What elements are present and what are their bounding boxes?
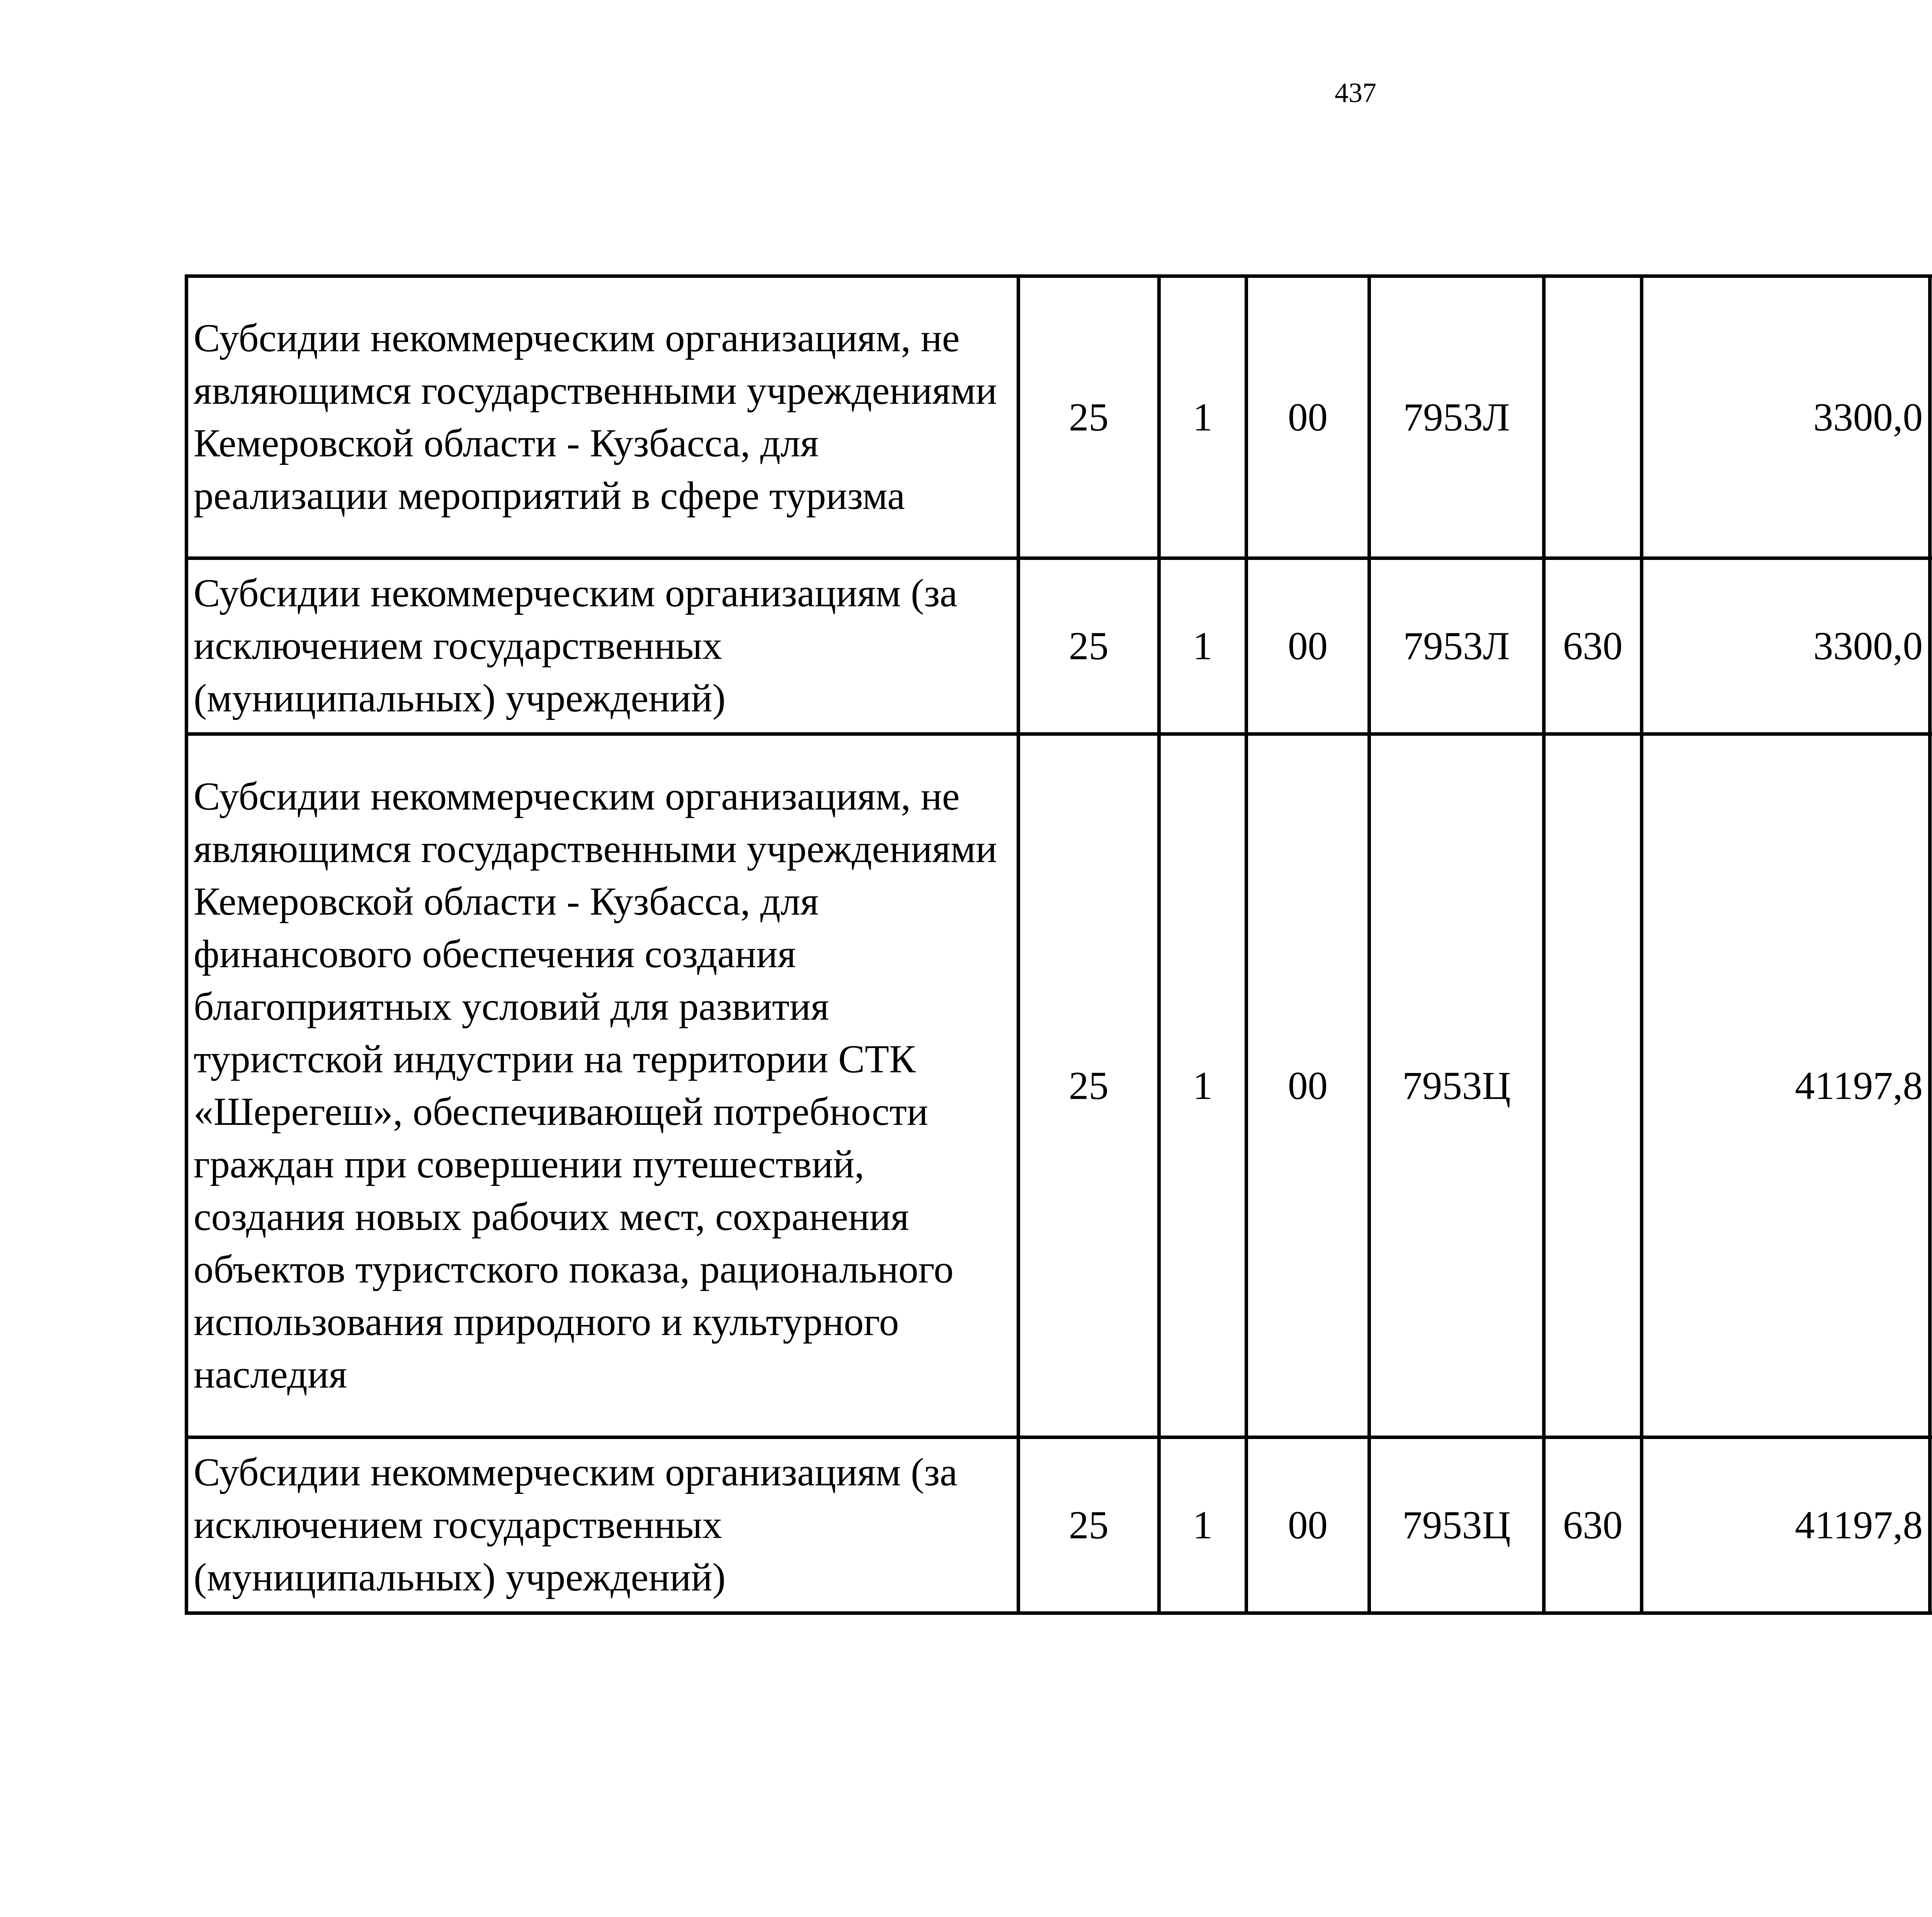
row-name: Субсидии некоммерческим организациям, не являющимся государственными учреждениями Кемеровской области - Кузбасса, для финансового обеспечения создания благоприятных условий для развития туристской индустрии на территории СТК «Шерегеш», обеспечивающей потребности граждан при совершении путешествий, создания новых рабочих мест, сохранения объектов туристского показа, рационального использования природного и культурного наследия	[187, 734, 1019, 1437]
target-article-code: 7953Л	[1369, 276, 1544, 558]
table-row	[187, 1437, 1932, 1613]
row-name: Субсидии некоммерческим организациям, не являющимся государственными учреждениями Кемеровской области - Кузбасса, для реализации мероприятий в сфере туризма	[187, 276, 1019, 558]
subprogram-code: 00	[1247, 276, 1369, 558]
amount-year-2	[1930, 734, 1932, 1437]
section-code: 25	[1019, 734, 1159, 1437]
expense-type-code: 630	[1544, 1437, 1642, 1613]
expense-type-code: 630	[1544, 558, 1642, 734]
amount-year-2	[1930, 558, 1932, 734]
table-row	[187, 734, 1932, 1437]
amount-year-1: 41197,8	[1642, 734, 1930, 1437]
expense-type-code	[1544, 276, 1642, 558]
expense-type-code	[1544, 734, 1642, 1437]
program-code: 1	[1159, 734, 1247, 1437]
budget-table	[185, 274, 1932, 1615]
section-code: 25	[1019, 558, 1159, 734]
amount-year-1: 41197,8	[1642, 1437, 1930, 1613]
program-code: 1	[1159, 558, 1247, 734]
target-article-code: 7953Ц	[1369, 1437, 1544, 1613]
amount-year-1: 3300,0	[1642, 558, 1930, 734]
page-number: 437	[1335, 77, 1376, 108]
amount-year-1: 3300,0	[1642, 276, 1930, 558]
row-name: Субсидии некоммерческим организациям (за исключением государственных (муниципальных) учреждений)	[187, 1437, 1019, 1613]
row-name: Субсидии некоммерческим организациям (за исключением государственных (муниципальных) учреждений)	[187, 558, 1019, 734]
subprogram-code: 00	[1247, 734, 1369, 1437]
table-row	[187, 276, 1932, 558]
subprogram-code: 00	[1247, 558, 1369, 734]
target-article-code: 7953Л	[1369, 558, 1544, 734]
target-article-code: 7953Ц	[1369, 734, 1544, 1437]
program-code: 1	[1159, 1437, 1247, 1613]
amount-year-2	[1930, 1437, 1932, 1613]
amount-year-2	[1930, 276, 1932, 558]
section-code: 25	[1019, 1437, 1159, 1613]
subprogram-code: 00	[1247, 1437, 1369, 1613]
section-code: 25	[1019, 276, 1159, 558]
program-code: 1	[1159, 276, 1247, 558]
table-row	[187, 558, 1932, 734]
